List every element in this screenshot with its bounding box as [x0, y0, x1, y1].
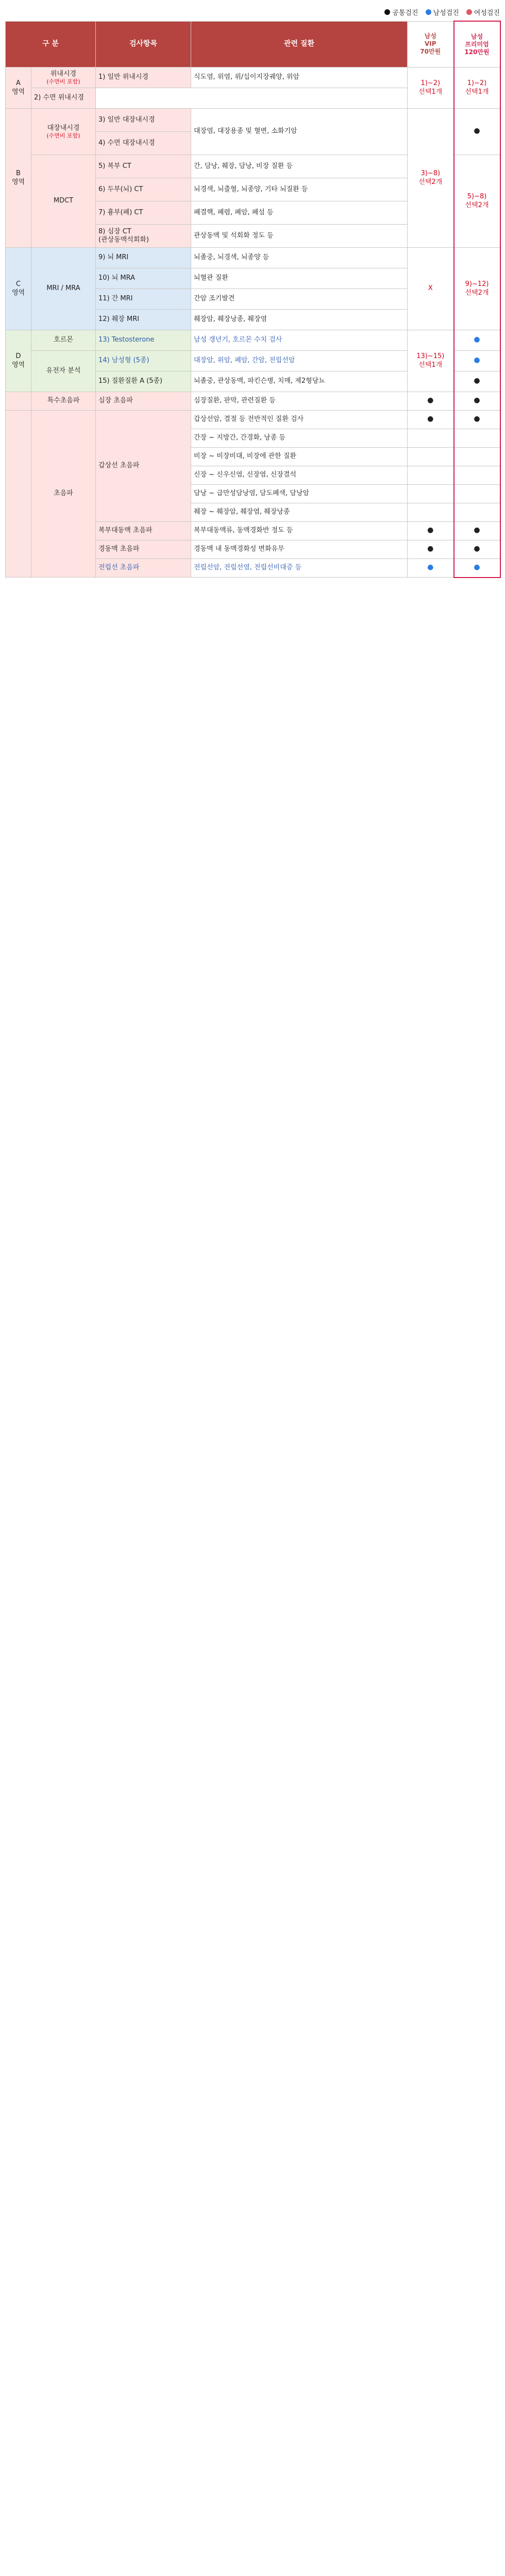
- vip-cell: ●: [408, 559, 454, 578]
- item-cell: 12) 췌장 MRI: [96, 310, 191, 330]
- legend-label: 남성검진: [433, 9, 459, 17]
- subgroup-cell: 유전자 분석: [31, 351, 96, 392]
- desc-cell: 뇌졸중, 뇌경색, 뇌종양 등: [191, 248, 408, 268]
- legend-label: 공통검진: [392, 9, 418, 17]
- desc-cell: 뇌졸중, 관상동맥, 파킨슨병, 치매, 제2형당뇨: [191, 371, 408, 392]
- legend-item: [466, 7, 500, 17]
- desc-cell: 심장질환, 판막, 관련질환 등: [191, 392, 408, 411]
- vip-cell: [408, 448, 454, 466]
- item-cell: 13) Testosterone: [96, 330, 191, 351]
- vip-cell: ●: [408, 392, 454, 411]
- group-cell: B 영역: [6, 109, 31, 248]
- table-row: [6, 392, 500, 411]
- header-vip: 남성 VIP 70만원: [408, 21, 454, 67]
- item-cell: 8) 심장 CT (관상동맥석회화): [96, 225, 191, 248]
- item-cell: 6) 두부(뇌) CT: [96, 178, 191, 201]
- group-cell: D 영역: [6, 330, 31, 392]
- item-cell: 5) 복부 CT: [96, 155, 191, 178]
- desc-cell: 전립선암, 전립선염, 전립선비대증 등: [191, 559, 408, 578]
- vip-cell: ●: [408, 411, 454, 429]
- desc-cell: 폐결핵, 폐렴, 폐암, 폐섬 등: [191, 201, 408, 225]
- item-cell: 4) 수면 대장내시경: [96, 132, 191, 155]
- premium-cell: ●: [454, 411, 500, 429]
- premium-cell: 9)~12) 선택2개: [454, 248, 500, 330]
- item-cell: 11) 간 MRI: [96, 289, 191, 310]
- vip-cell: 3)~8) 선택2개: [408, 109, 454, 248]
- vip-cell: [408, 429, 454, 448]
- vip-cell: [408, 503, 454, 522]
- subgroup-cell: MRI / MRA: [31, 248, 96, 330]
- item-cell: 1) 일반 위내시경: [96, 67, 191, 88]
- vip-cell: 13)~15) 선택1개: [408, 330, 454, 392]
- item-cell: 복부대동맥 초음파: [96, 522, 191, 540]
- desc-cell: 비장 ~ 비장비대, 비장에 관한 질환: [191, 448, 408, 466]
- group-cell: [6, 392, 31, 411]
- vip-cell: ●: [408, 522, 454, 540]
- table-header: [6, 21, 500, 67]
- table-row: [6, 248, 500, 268]
- premium-cell: ●: [454, 330, 500, 351]
- legend-label: 여성검진: [474, 9, 500, 17]
- header-premium: 남성 프리미엄 120만원: [454, 21, 500, 67]
- desc-cell: 췌장 ~ 췌장암, 췌장염, 췌장낭종: [191, 503, 408, 522]
- desc-cell: 담낭 ~ 급만성담낭염, 담도폐색, 담낭암: [191, 485, 408, 503]
- desc-cell: 식도염, 위염, 위/십이지장궤양, 위암: [191, 67, 408, 88]
- desc-cell: 남성 갱년기, 호르몬 수치 검사: [191, 330, 408, 351]
- premium-cell: ●: [454, 559, 500, 578]
- item-cell: 7) 흉부(폐) CT: [96, 201, 191, 225]
- header-desc: 관련 질환: [191, 21, 408, 67]
- premium-cell: ●: [454, 392, 500, 411]
- table-row: [6, 411, 500, 429]
- premium-cell: ●: [454, 351, 500, 371]
- item-cell: 9) 뇌 MRI: [96, 248, 191, 268]
- item-cell: 심장 초음파: [96, 392, 191, 411]
- desc-cell: 간암 조기발견: [191, 289, 408, 310]
- legend-dot-icon: [426, 9, 431, 15]
- subgroup-cell: 위내시경 (수면비 포함): [31, 67, 96, 88]
- table-row: [6, 109, 500, 132]
- desc-cell: 대장염, 대장용종 및 혈변, 소화기암: [191, 109, 408, 155]
- premium-cell: ●: [454, 371, 500, 392]
- item-cell: 2) 수면 위내시경: [31, 88, 96, 109]
- premium-cell: ●: [454, 540, 500, 559]
- desc-cell: 복부대동맥류, 동맥경화반 정도 등: [191, 522, 408, 540]
- item-cell: 경동맥 초음파: [96, 540, 191, 559]
- premium-cell: [454, 448, 500, 466]
- group-cell: A 영역: [6, 67, 31, 109]
- group-cell: C 영역: [6, 248, 31, 330]
- desc-cell: 간장 ~ 지방간, 간경화, 낭종 등: [191, 429, 408, 448]
- item-cell: 15) 질환질환 A (5종): [96, 371, 191, 392]
- vip-cell: X: [408, 248, 454, 330]
- subgroup-cell: 초음파: [31, 411, 96, 578]
- desc-cell: 경동맥 내 동맥경화성 변화유무: [191, 540, 408, 559]
- subgroup-cell: MDCT: [31, 155, 96, 248]
- legend: [0, 3, 505, 21]
- premium-cell: [454, 503, 500, 522]
- header-group: 구 분: [6, 21, 96, 67]
- desc-cell: 갑상선암, 결절 등 전반적인 질환 검사: [191, 411, 408, 429]
- item-cell: 3) 일반 대장내시경: [96, 109, 191, 132]
- subgroup-cell: 특수초음파: [31, 392, 96, 411]
- desc-cell: 췌장암, 췌장낭종, 췌장염: [191, 310, 408, 330]
- premium-cell: 1)~2) 선택1개: [454, 67, 500, 109]
- legend-item: [384, 7, 418, 17]
- premium-cell: ●: [454, 109, 500, 155]
- desc-cell: 간, 담낭, 췌장, 담낭, 비장 질환 등: [191, 155, 408, 178]
- header-item: 검사항목: [96, 21, 191, 67]
- item-cell: 전립선 초음파: [96, 559, 191, 578]
- vip-cell: [408, 485, 454, 503]
- desc-cell: 뇌혈관 질환: [191, 268, 408, 289]
- desc-cell: 신장 ~ 신우신염, 신장염, 신장결석: [191, 466, 408, 485]
- desc-cell: 관상동맥 및 석회화 정도 등: [191, 225, 408, 248]
- desc-cell: 대장암, 위암, 폐암, 간암, 전립선암: [191, 351, 408, 371]
- subgroup-cell: 호르몬: [31, 330, 96, 351]
- table-row: [6, 330, 500, 351]
- vip-cell: ●: [408, 540, 454, 559]
- legend-dot-icon: [384, 9, 390, 15]
- group-cell: [6, 411, 31, 578]
- premium-cell: [454, 485, 500, 503]
- vip-cell: [408, 466, 454, 485]
- item-cell: 갑상선 초음파: [96, 411, 191, 522]
- vip-cell: 1)~2) 선택1개: [408, 67, 454, 109]
- item-cell: 14) 남성형 (5종): [96, 351, 191, 371]
- table-row: [6, 67, 500, 88]
- legend-item: [426, 7, 459, 17]
- subgroup-cell: 대장내시경 (수면비 포함): [31, 109, 96, 155]
- premium-cell: [454, 429, 500, 448]
- checkup-table: [5, 21, 501, 578]
- premium-cell: 5)~8) 선택2개: [454, 155, 500, 248]
- premium-cell: [454, 466, 500, 485]
- premium-cell: ●: [454, 522, 500, 540]
- desc-cell: 뇌경색, 뇌출혈, 뇌종양, 기타 뇌질환 등: [191, 178, 408, 201]
- item-cell: 10) 뇌 MRA: [96, 268, 191, 289]
- legend-dot-icon: [466, 9, 472, 15]
